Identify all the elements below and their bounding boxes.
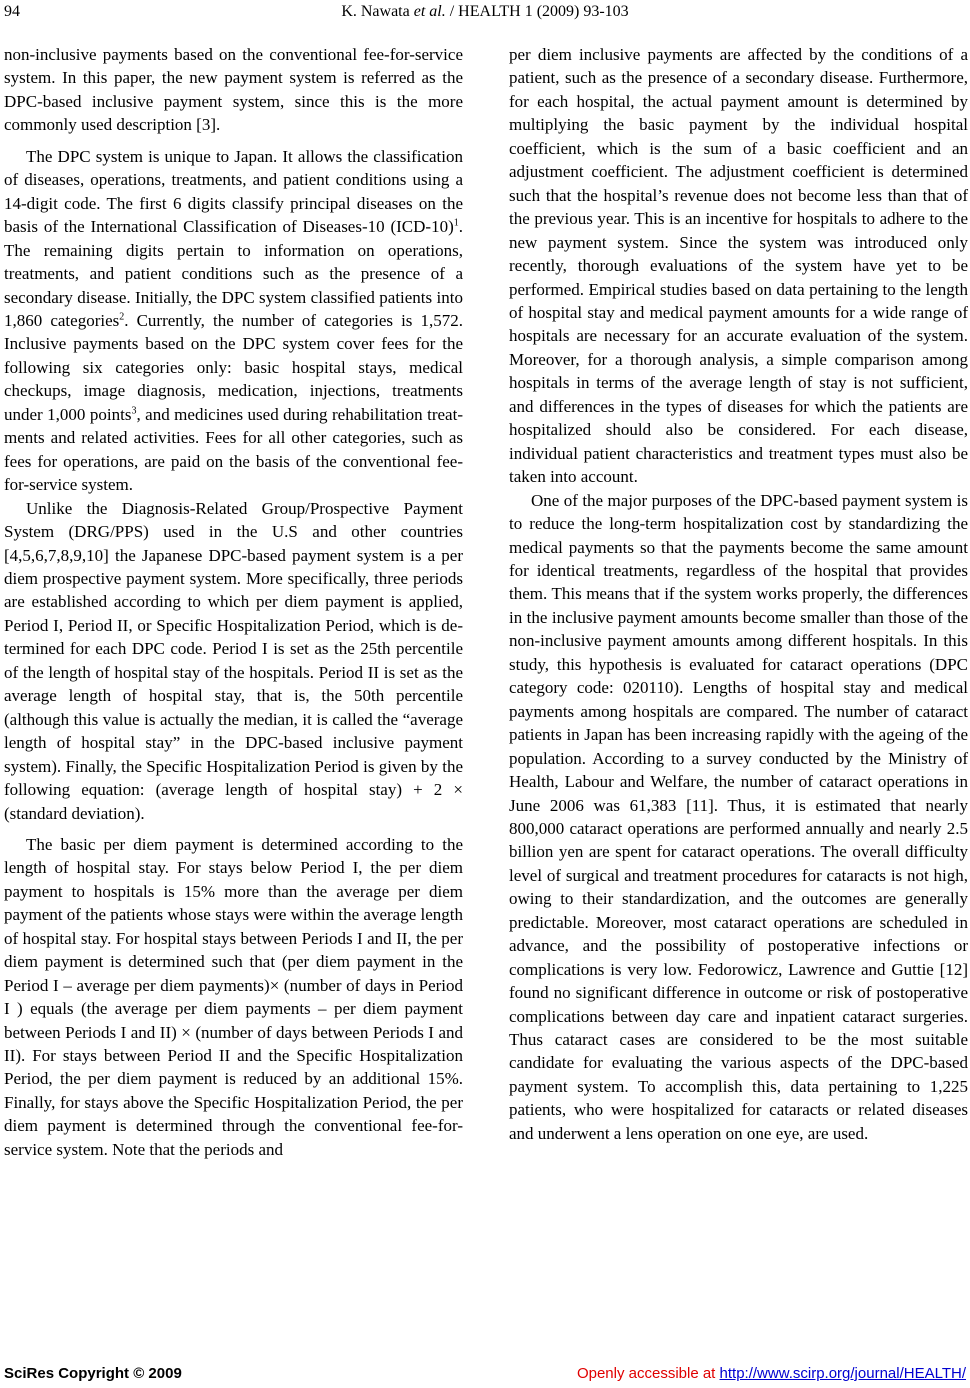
- journal-url-link[interactable]: http://www.scirp.org/journal/HEALTH/: [719, 1365, 966, 1382]
- text-run: , and medicines used during rehabilitation treatments and related activities. Fees for all other categories, such as fees for operations, are paid on the basis of the conventional fee-for-service system.: [4, 404, 463, 495]
- left-paragraph-2: [4, 145, 463, 497]
- text-run: . The remaining digits pertain to information on operations, treatments, and patient conditions such as the presence of a secondary disease. Initially, the DPC system classified patients into 1,860 categories: [4, 217, 463, 330]
- right-paragraph-1: per diem inclusive payments are affected by the conditions of a patient, such as the presence of a secondary disease. Furthermore, for each hospital, the actual payment amount is determined by multiplying the basic payment by the individual hospital coefficient, which is the sum of a basic coefficient and an adjustment coefficient. The adjustment coefficient is determined such that the hospital’s revenue does not become less than that of the previous year. This is an incentive for hospitals to adhere to the new payment system. Since the system was introduced only recently, thorough evaluations of the system have yet to be performed. Empirical studies based on data pertaining to the length of hospital stay and medical payment amounts for a wide range of hospitals are necessary for an accurate evaluation of the system. Moreover, for a thorough analysis, a simple comparison among hospitals in terms of the average length of stay is not sufficient, and differences in the types of diseases for which the patients are hospitalized should also be considered. For each disease, individual patient characteristics and treatment types must also be taken into account.: [509, 45, 968, 487]
- footnote-mark-1: 1: [453, 217, 459, 229]
- right-paragraph-2: One of the major purposes of the DPC-based payment system is to reduce the long-term hospitalization cost by standardizing the medical payments so that the payments become the same amount for identical treatments, regardless of the hospital that provides them. This means that if the system works properly, the differences in the inclusive payment amounts become smaller than those of the non-inclusive payment amounts among different hospitals. In this study, this hypothesis is evaluated for cataract operations (DPC category code: 020110). Lengths of hospital stay and medical payments among hospitals are compared. The number of cataract patients in Japan has been increasing rapidly with the ageing of the population. According to a survey conducted by the Ministry of Health, Labour and Welfare, the number of cataract operations in June 2006 was 61,383 [11]. Thus, it is estimated that nearly 800,000 cataract operations are performed annually and nearly 2.5 billion yen are spent for cataract operations. The overall difficulty level of surgical and treatment procedures for cataracts is not high, owing to their standardization, and the outcomes are generally predictable. Moreover, most cataract operations are scheduled in advance, and the possibility of postoperative infections or complications is very low. Fedorowicz, Lawrence and Guttie [12] found no significant difference in outcome or risk of postoperative complications between day care and inpatient cataract surgeries. Thus cataract cases are considered to be the most suitable candidate for evaluating the various aspects of the DPC-based payment system. To accomplish this, data pertaining to 1,225 patients, who were hospitalized for cataracts or related diseases and underwent a lens operation on one eye, are used.: [509, 490, 968, 1143]
- header-authors: K. Nawata: [341, 3, 414, 20]
- left-paragraph-3: Unlike the Diagnosis-Related Group/Prospective Payment System (DRG/PPS) used in the U.S and other countries [4,5,6,7,8,9,10] the Japanese DPC-based payment system is a per diem prospective payment system. More specifically, three periods are established according to which per diem payment is applied, Period I, Period II, or Specific Hospitalization Period, which is determined for each DPC code. Period I is set as the 25th percentile of the length of hospital stay of the hospitals. Period II is set as the average length of hospital stay, that is, the 50th percentile (although this value is actually the median, it is called the “average length of hospital stay” in the DPC-based inclusive payment system). Finally, the Specific Hospitalization Period is given by the following equation: (average length of hospital stay) + 2 × (standard deviation).: [4, 498, 463, 823]
- access-text: Openly accessible at: [576, 1365, 720, 1382]
- left-column: [4, 43, 463, 1161]
- copyright-notice: SciRes Copyright © 2009: [4, 1365, 182, 1382]
- left-paragraph-1: non-inclusive payments based on the conventional fee-for-service system. In this paper, the new payment system is referred as the DPC-based inclusive payment system, since this is the more commonly used description [3].: [4, 45, 463, 135]
- header-journal: / HEALTH 1 (2009) 93-103: [445, 3, 629, 20]
- access-notice: [577, 1364, 966, 1384]
- text-run: The DPC system is unique to Japan. It allows the classification of diseases, operations, treatments, and patient conditions using a 14-digit code. The first 6 digits classify principal diseases on the basis of the International Classification of Diseases-10 (ICD-10): [4, 146, 463, 237]
- running-head-citation: [4, 2, 966, 22]
- page-number: 94: [4, 3, 20, 20]
- footnote-mark-3: 3: [131, 405, 137, 417]
- footnote-mark-2: 2: [119, 311, 125, 323]
- page-footer: [4, 1364, 966, 1384]
- left-paragraph-4: The basic per diem payment is determined according to the length of hospital stay. For stays below Period I, the per diem payment to hospitals is 15% more than the average per diem payment of the patients whose stays were within the average length of hospital stay. For hospital stays between Periods I and II, the per diem payment is determined such that (per diem payment in the Period I – average per diem payments)× (number of days in Period I ) equals (the average per diem payments – per diem payment between Periods I and II) × (number of days between Periods I and II). For stays between Period II and the Specific Hospitalization Period, the per diem payment is reduced by an additional 15%. Finally, for stays above the Specific Hospitalization Period, the per diem payment is determined through the conventional fee-for-service system. Note that the periods and: [4, 834, 463, 1159]
- text-run: . Currently, the number of categories is 1,572. Inclusive payments based on the DPC system cover fees for the following six categories only: basic hospital stays, medical checkups, image diagnosis, medication, injections, treatments under 1,000 points: [4, 310, 464, 424]
- running-header: [4, 2, 966, 24]
- right-column: [509, 43, 968, 1145]
- header-et-al: et al.: [413, 3, 446, 20]
